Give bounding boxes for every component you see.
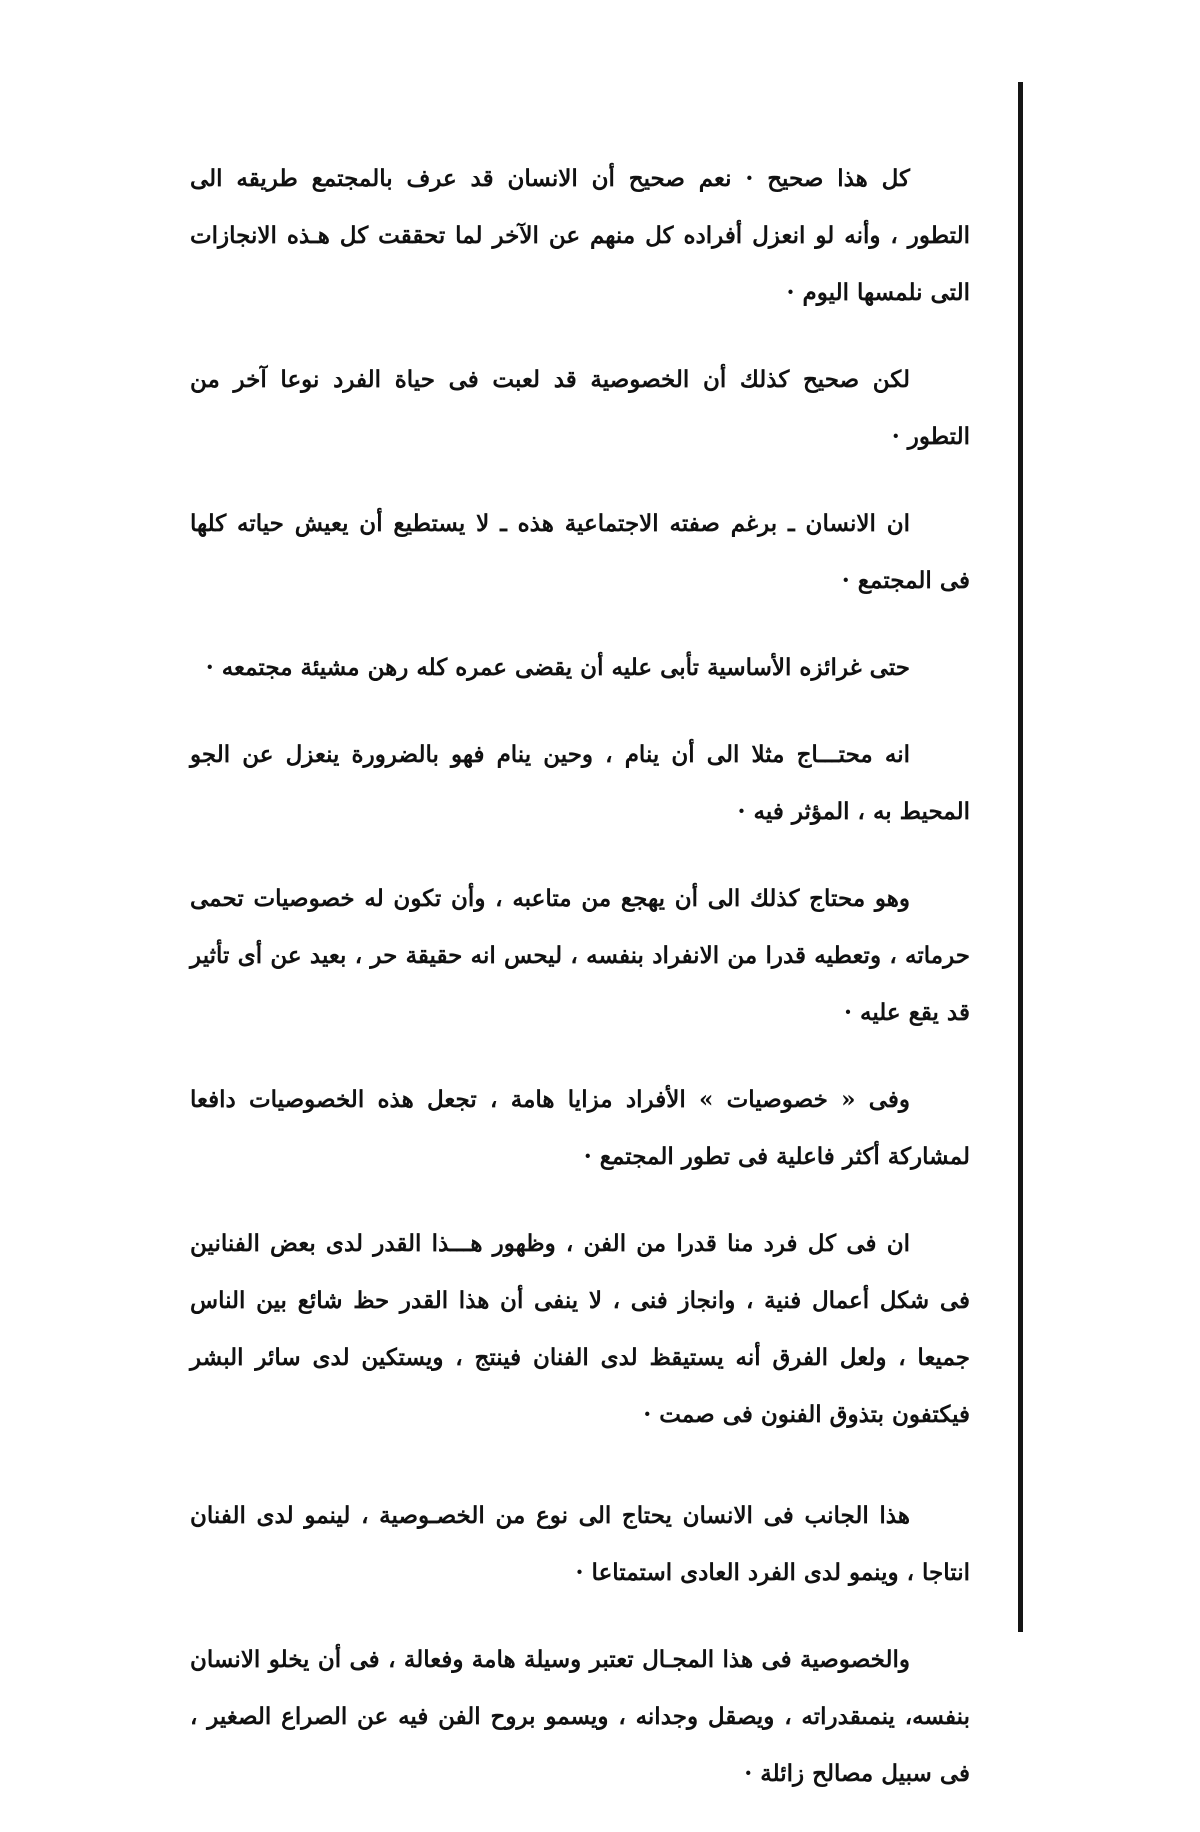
paragraph-5: انه محتـــاج مثلا الى أن ينام ، وحين ينام فهو بالضرورة ينعزل عن الجو المحيط به ، المؤثر فيه · [190,741,970,825]
paragraph-6: وهو محتاج كذلك الى أن يهجع من متاعبه ، وأن تكون له خصوصيات تحمى حرماته ، وتعطيه قدرا من الانفراد بنفسه ، ليحس انه حقيقة حر ، بعيد عن أى تأثير قد يقع عليه · [190,885,970,1026]
paragraph-1: كل هذا صحيح · نعم صحيح أن الانسان قد عرف بالمجتمع طريقه الى التطور ، وأنه لو انعزل أفراده كل منهم عن الآخر لما تحققت كل هـذه الانجازات التى نلمسها اليوم · [190,165,970,306]
paragraph-10: والخصوصية فى هذا المجـال تعتبر وسيلة هامة وفعالة ، فى أن يخلو الانسان بنفسه، ينمىقدراته ، ويصقل وجدانه ، ويسمو بروح الفن فيه عن الصراع الصغير ، فى سبيل مصالح زائلة · [190,1646,970,1787]
paragraph-9: هذا الجانب فى الانسان يحتاج الى نوع من الخصـوصية ، لينمو لدى الفنان انتاجا ، وينمو لدى الفرد العادى استمتاعا · [190,1502,970,1586]
article-body [190,150,970,1832]
paragraph-3: ان الانسان ـ برغم صفته الاجتماعية هذه ـ لا يستطيع أن يعيش حياته كلها فى المجتمع · [190,510,970,594]
vertical-margin-rule [1018,82,1023,1632]
paragraph-4: حتى غرائزه الأساسية تأبى عليه أن يقضى عمره كله رهن مشيئة مجتمعه · [205,654,910,681]
paragraph-8: ان فى كل فرد منا قدرا من الفن ، وظهور هـــذا القدر لدى بعض الفنانين فى شكل أعمال فنية ، وانجاز فنى ، لا ينفى أن هذا القدر حظ شائع بين الناس جميعا ، ولعل الفرق أنه يستيقظ لدى الفنان فينتج ، ويستكين لدى سائر البشر فيكتفون بتذوق الفنون فى صمت · [190,1230,970,1428]
paragraph-2: لكن صحيح كذلك أن الخصوصية قد لعبت فى حياة الفرد نوعا آخر من التطور · [190,366,970,450]
paragraph-7: وفى « خصوصيات » الأفراد مزايا هامة ، تجعل هذه الخصوصيات دافعا لمشاركة أكثر فاعلية فى تطور المجتمع · [190,1086,970,1170]
